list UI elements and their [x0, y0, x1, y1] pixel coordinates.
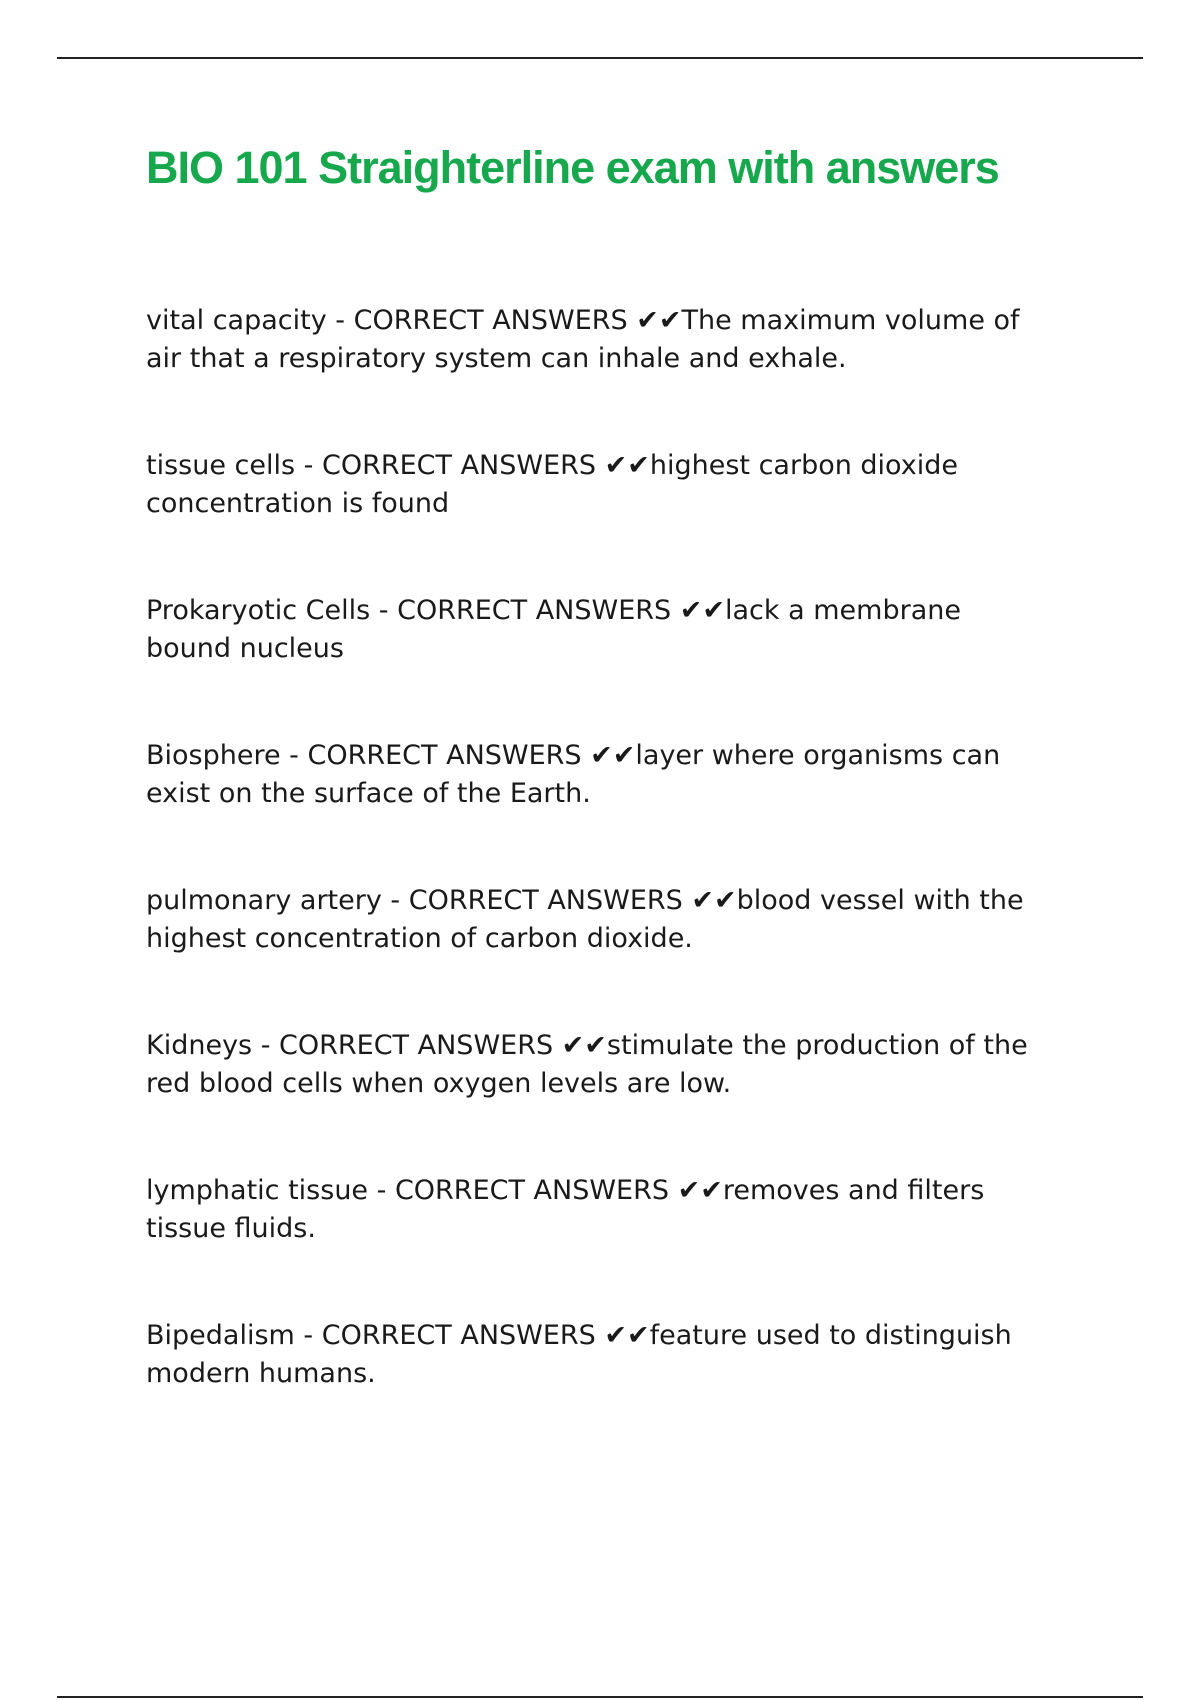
- qa-entry: [146, 1027, 1091, 1103]
- qa-entry-line: vital capacity - CORRECT ANSWERS ✔✔The maximum volume of: [146, 305, 1020, 336]
- bottom-divider: [57, 1696, 1143, 1698]
- qa-entry: [146, 1172, 1091, 1248]
- qa-entry-line: modern humans.: [146, 1358, 376, 1389]
- qa-entry: [146, 882, 1091, 958]
- qa-entry-line: highest concentration of carbon dioxide.: [146, 923, 693, 954]
- qa-entry-line: Biosphere - CORRECT ANSWERS ✔✔layer where organisms can: [146, 740, 1001, 771]
- qa-entry-line: air that a respiratory system can inhale and exhale.: [146, 343, 847, 374]
- qa-entry-line: Prokaryotic Cells - CORRECT ANSWERS ✔✔lack a membrane: [146, 595, 961, 626]
- qa-entry-line: red blood cells when oxygen levels are low.: [146, 1068, 732, 1099]
- qa-list: [146, 302, 1091, 1462]
- qa-entry-line: lymphatic tissue - CORRECT ANSWERS ✔✔removes and filters: [146, 1175, 985, 1206]
- qa-entry-line: pulmonary artery - CORRECT ANSWERS ✔✔blood vessel with the: [146, 885, 1024, 916]
- qa-entry-line: tissue cells - CORRECT ANSWERS ✔✔highest carbon dioxide: [146, 450, 958, 481]
- qa-entry: [146, 447, 1091, 523]
- qa-entry-line: Bipedalism - CORRECT ANSWERS ✔✔feature used to distinguish: [146, 1320, 1012, 1351]
- qa-entry-line: tissue fluids.: [146, 1213, 316, 1244]
- qa-entry-line: Kidneys - CORRECT ANSWERS ✔✔stimulate the production of the: [146, 1030, 1028, 1061]
- qa-entry-line: concentration is found: [146, 488, 450, 519]
- qa-entry: [146, 592, 1091, 668]
- qa-entry: [146, 737, 1091, 813]
- page-title: BIO 101 Straighterline exam with answers: [146, 142, 999, 193]
- qa-entry: [146, 302, 1091, 378]
- qa-entry: [146, 1317, 1091, 1393]
- top-divider: [57, 57, 1143, 59]
- qa-entry-line: exist on the surface of the Earth.: [146, 778, 591, 809]
- qa-entry-line: bound nucleus: [146, 633, 344, 664]
